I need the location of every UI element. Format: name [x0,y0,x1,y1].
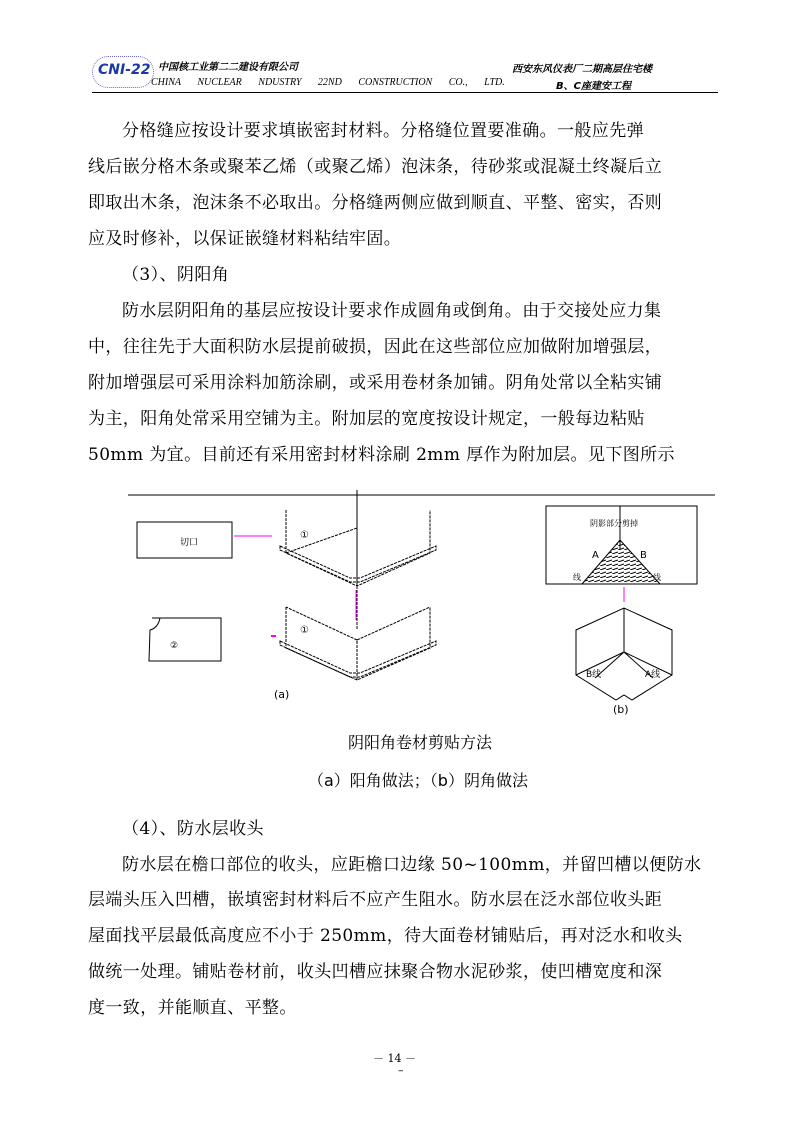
para3-line: 度一致，并能顺直、平整。 [88,998,297,1018]
svg-text:B: B [640,550,647,561]
svg-text:①: ① [300,625,309,636]
project-name: 西安东风仪表厂二期高层住宅楼 [512,64,652,75]
label-b: (b) [613,703,629,716]
para2-line: 50mm 为宜。目前还有采用密封材料涂刷 2mm 厚作为附加层。见下图所示 [88,445,675,465]
footer-dash: – [398,1064,404,1077]
company-name-cn: 中国核工业第二二建设有限公司 [158,62,298,73]
para2-line: 中，往往先于大面积防水层提前破损，因此在这些部位应加做附加增强层， [88,337,663,357]
para1-line: 即取出木条，泡沫条不必取出。分格缝两侧应做到顺直、平整、密实，否则 [88,193,663,213]
svg-text:B线: B线 [586,670,602,680]
piece-2 [149,618,221,661]
box-label: 切口 [180,538,199,548]
logo-text: CNI-22 [98,62,151,78]
svg-text:A: A [592,550,599,561]
figure-subcaption: （a）阳角做法；（b）阴角做法 [308,771,528,790]
para2-line: 防水层阴阳角的基层应按设计要求作成圆角或倒角。由于交接处应力集 [122,301,662,321]
svg-text:①: ① [300,530,309,541]
svg-text:A线: A线 [645,670,661,680]
page-number: － 14 － [373,1052,416,1065]
para2-line: 为主，阳角处常采用空铺为主。附加层的宽度按设计规定，一般每边粘贴 [88,409,645,429]
heading-3: （3）、阴阳角 [122,265,230,285]
para1-line: 分格缝应按设计要求填嵌密封材料。分格缝位置要准确。一般应先弹 [122,121,644,141]
svg-text:线: 线 [653,573,661,582]
header-rule [92,92,718,93]
label-a: (a) [274,688,290,701]
svg-text:②: ② [170,641,179,651]
corner-diagram [0,490,793,730]
svg-text:阴影部分剪掉: 阴影部分剪掉 [590,519,638,528]
svg-text:线: 线 [573,573,581,582]
para3-line: 屋面找平层最低高度应不小于 250mm，待大面卷材铺贴后，再对泛水和收头 [88,926,683,946]
para2-line: 附加增强层可采用涂料加筋涂刷，或采用卷材条加铺。阴角处常以全粘实铺 [88,373,663,393]
company-name-en: CHINA NUCLEAR NDUSTRY 22ND CONSTRUCTION CO., LTD. [151,77,505,88]
para3-line: 做统一处理。铺贴卷材前，收头凹槽应抹聚合物水泥砂浆，使凹槽宽度和深 [88,962,663,982]
para1-line: 线后嵌分格木条或聚苯乙烯（或聚乙烯）泡沫条，待砂浆或混凝土终凝后立 [88,157,663,177]
project-building: B、C座建安工程 [556,81,631,92]
heading-4: （4）、防水层收头 [122,819,264,839]
figure-caption: 阴阳角卷材剪贴方法 [348,733,493,752]
para1-line: 应及时修补，以保证嵌缝材料粘结牢固。 [88,229,402,249]
para3-line: 防水层在檐口部位的收头，应距檐口边缘 50~100mm，并留凹槽以便防水 [122,855,702,875]
para3-line: 层端头压入凹槽，嵌填密封材料后不应产生阻水。防水层在泛水部位收头距 [88,890,663,910]
